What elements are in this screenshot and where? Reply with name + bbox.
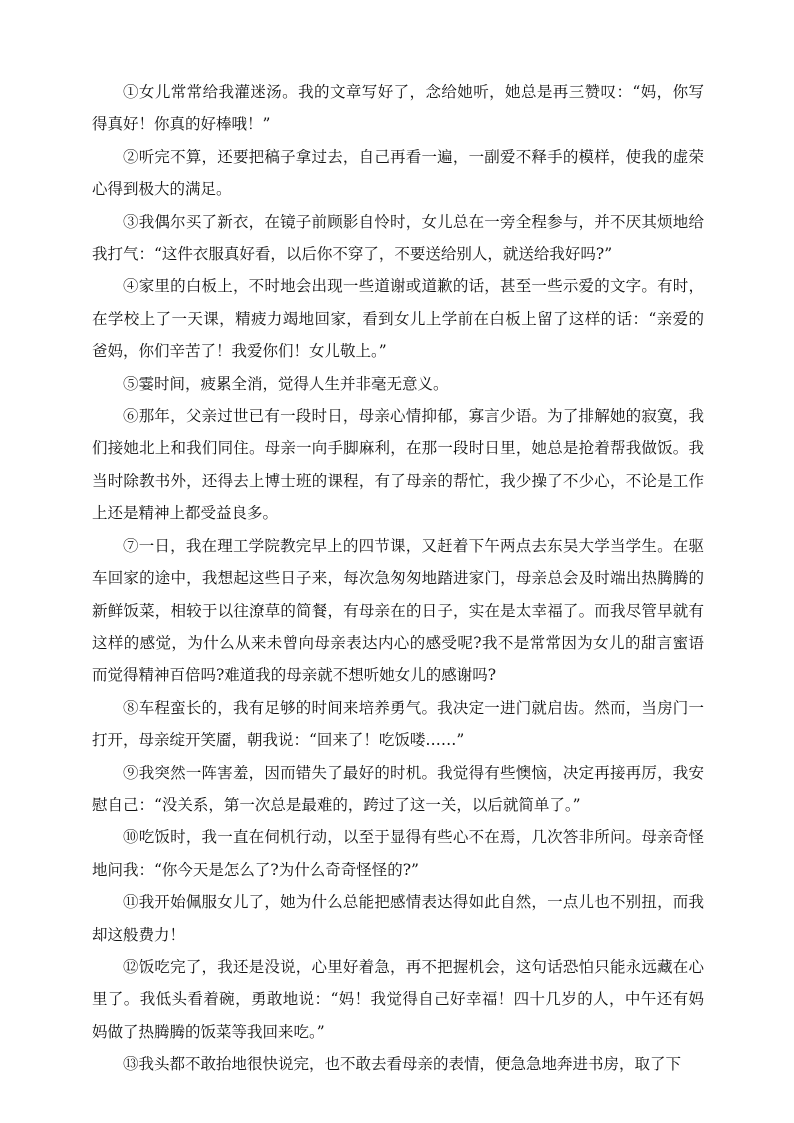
paragraph-12: ⑫饭吃完了，我还是没说，心里好着急，再不把握机会，这句话恐怕只能永远藏在心里了。我低头看着碗，勇敢地说：“妈！我觉得自己好幸福！四十几岁的人，中午还有妈妈做了热腾腾的饭菜等我回来吃。”: [92, 957, 704, 1041]
paragraph-9: ⑨我突然一阵害羞，因而错失了最好的时机。我觉得有些懊恼，决定再接再厉，我安慰自己：“没关系，第一次总是最难的，跨过了这一关，以后就简单了。”: [92, 763, 704, 814]
paragraph-3: ③我偶尔买了新衣，在镜子前顾影自怜时，女儿总在一旁全程参与，并不厌其烦地给我打气：“这件衣服真好看，以后你不穿了，不要送给别人，就送给我好吗?”: [92, 212, 704, 264]
paragraph-13: ⑬我头都不敢抬地很快说完，也不敢去看母亲的表情，便急急地奔进书房，取了下: [123, 1055, 682, 1074]
document-page: [92, 76, 704, 1081]
paragraph-8: ⑧车程蛮长的，我有足够的时间来培养勇气。我决定一进门就启齿。然而，当房门一打开，母亲绽开笑靥，朝我说：“回来了！吃饭喽……”: [92, 698, 704, 750]
paragraph-7: ⑦一日，我在理工学院教完早上的四节课，又赶着下午两点去东吴大学当学生。在驱车回家的途中，我想起这些日子来，每次急匆匆地踏进家门，母亲总会及时端出热腾腾的新鲜饭菜，相较于以往潦草的简餐，有母亲在的日子，实在是太幸福了。而我尽管早就有这样的感觉，为什么从来未曾向母亲表达内心的感受呢?我不是常常因为女儿的甜言蜜语而觉得精神百倍吗?难道我的母亲就不想听她女儿的感谢吗?: [92, 536, 704, 685]
paragraph-4: ④家里的白板上，不时地会出现一些道谢或道歉的话，甚至一些示爱的文字。有时，在学校上了一天课，精疲力竭地回家，看到女儿上学前在白板上留了这样的话：“亲爱的爸妈，你们辛苦了！我爱你们！女儿敬上。”: [92, 277, 704, 361]
paragraph-6: ⑥那年，父亲过世已有一段时日，母亲心情抑郁，寡言少语。为了排解她的寂寞，我们接她北上和我们同住。母亲一向手脚麻利，在那一段时日里，她总是抢着帮我做饭。我当时除教书外，还得去上博士班的课程，有了母亲的帮忙，我少操了不少心，不论是工作上还是精神上都受益良多。: [92, 407, 704, 523]
paragraph-11: ⑪我开始佩服女儿了，她为什么总能把感情表达得如此自然，一点儿也不别扭，而我却这般费力！: [92, 893, 704, 944]
paragraph-1: ①女儿常常给我灌迷汤。我的文章写好了，念给她听，她总是再三赞叹：“妈，你写得真好！你真的好棒哦！”: [92, 83, 704, 134]
paragraph-5: ⑤霎时间，疲累全消，觉得人生并非毫无意义。: [123, 374, 449, 393]
paragraph-2: ②听完不算，还要把稿子拿过去，自己再看一遍，一副爱不释手的模样，使我的虚荣心得到极大的满足。: [92, 147, 704, 199]
paragraph-10: ⑩吃饭时，我一直在伺机行动，以至于显得有些心不在焉，几次答非所问。母亲奇怪地问我：“你今天是怎么了?为什么奇奇怪怪的?”: [92, 828, 704, 879]
